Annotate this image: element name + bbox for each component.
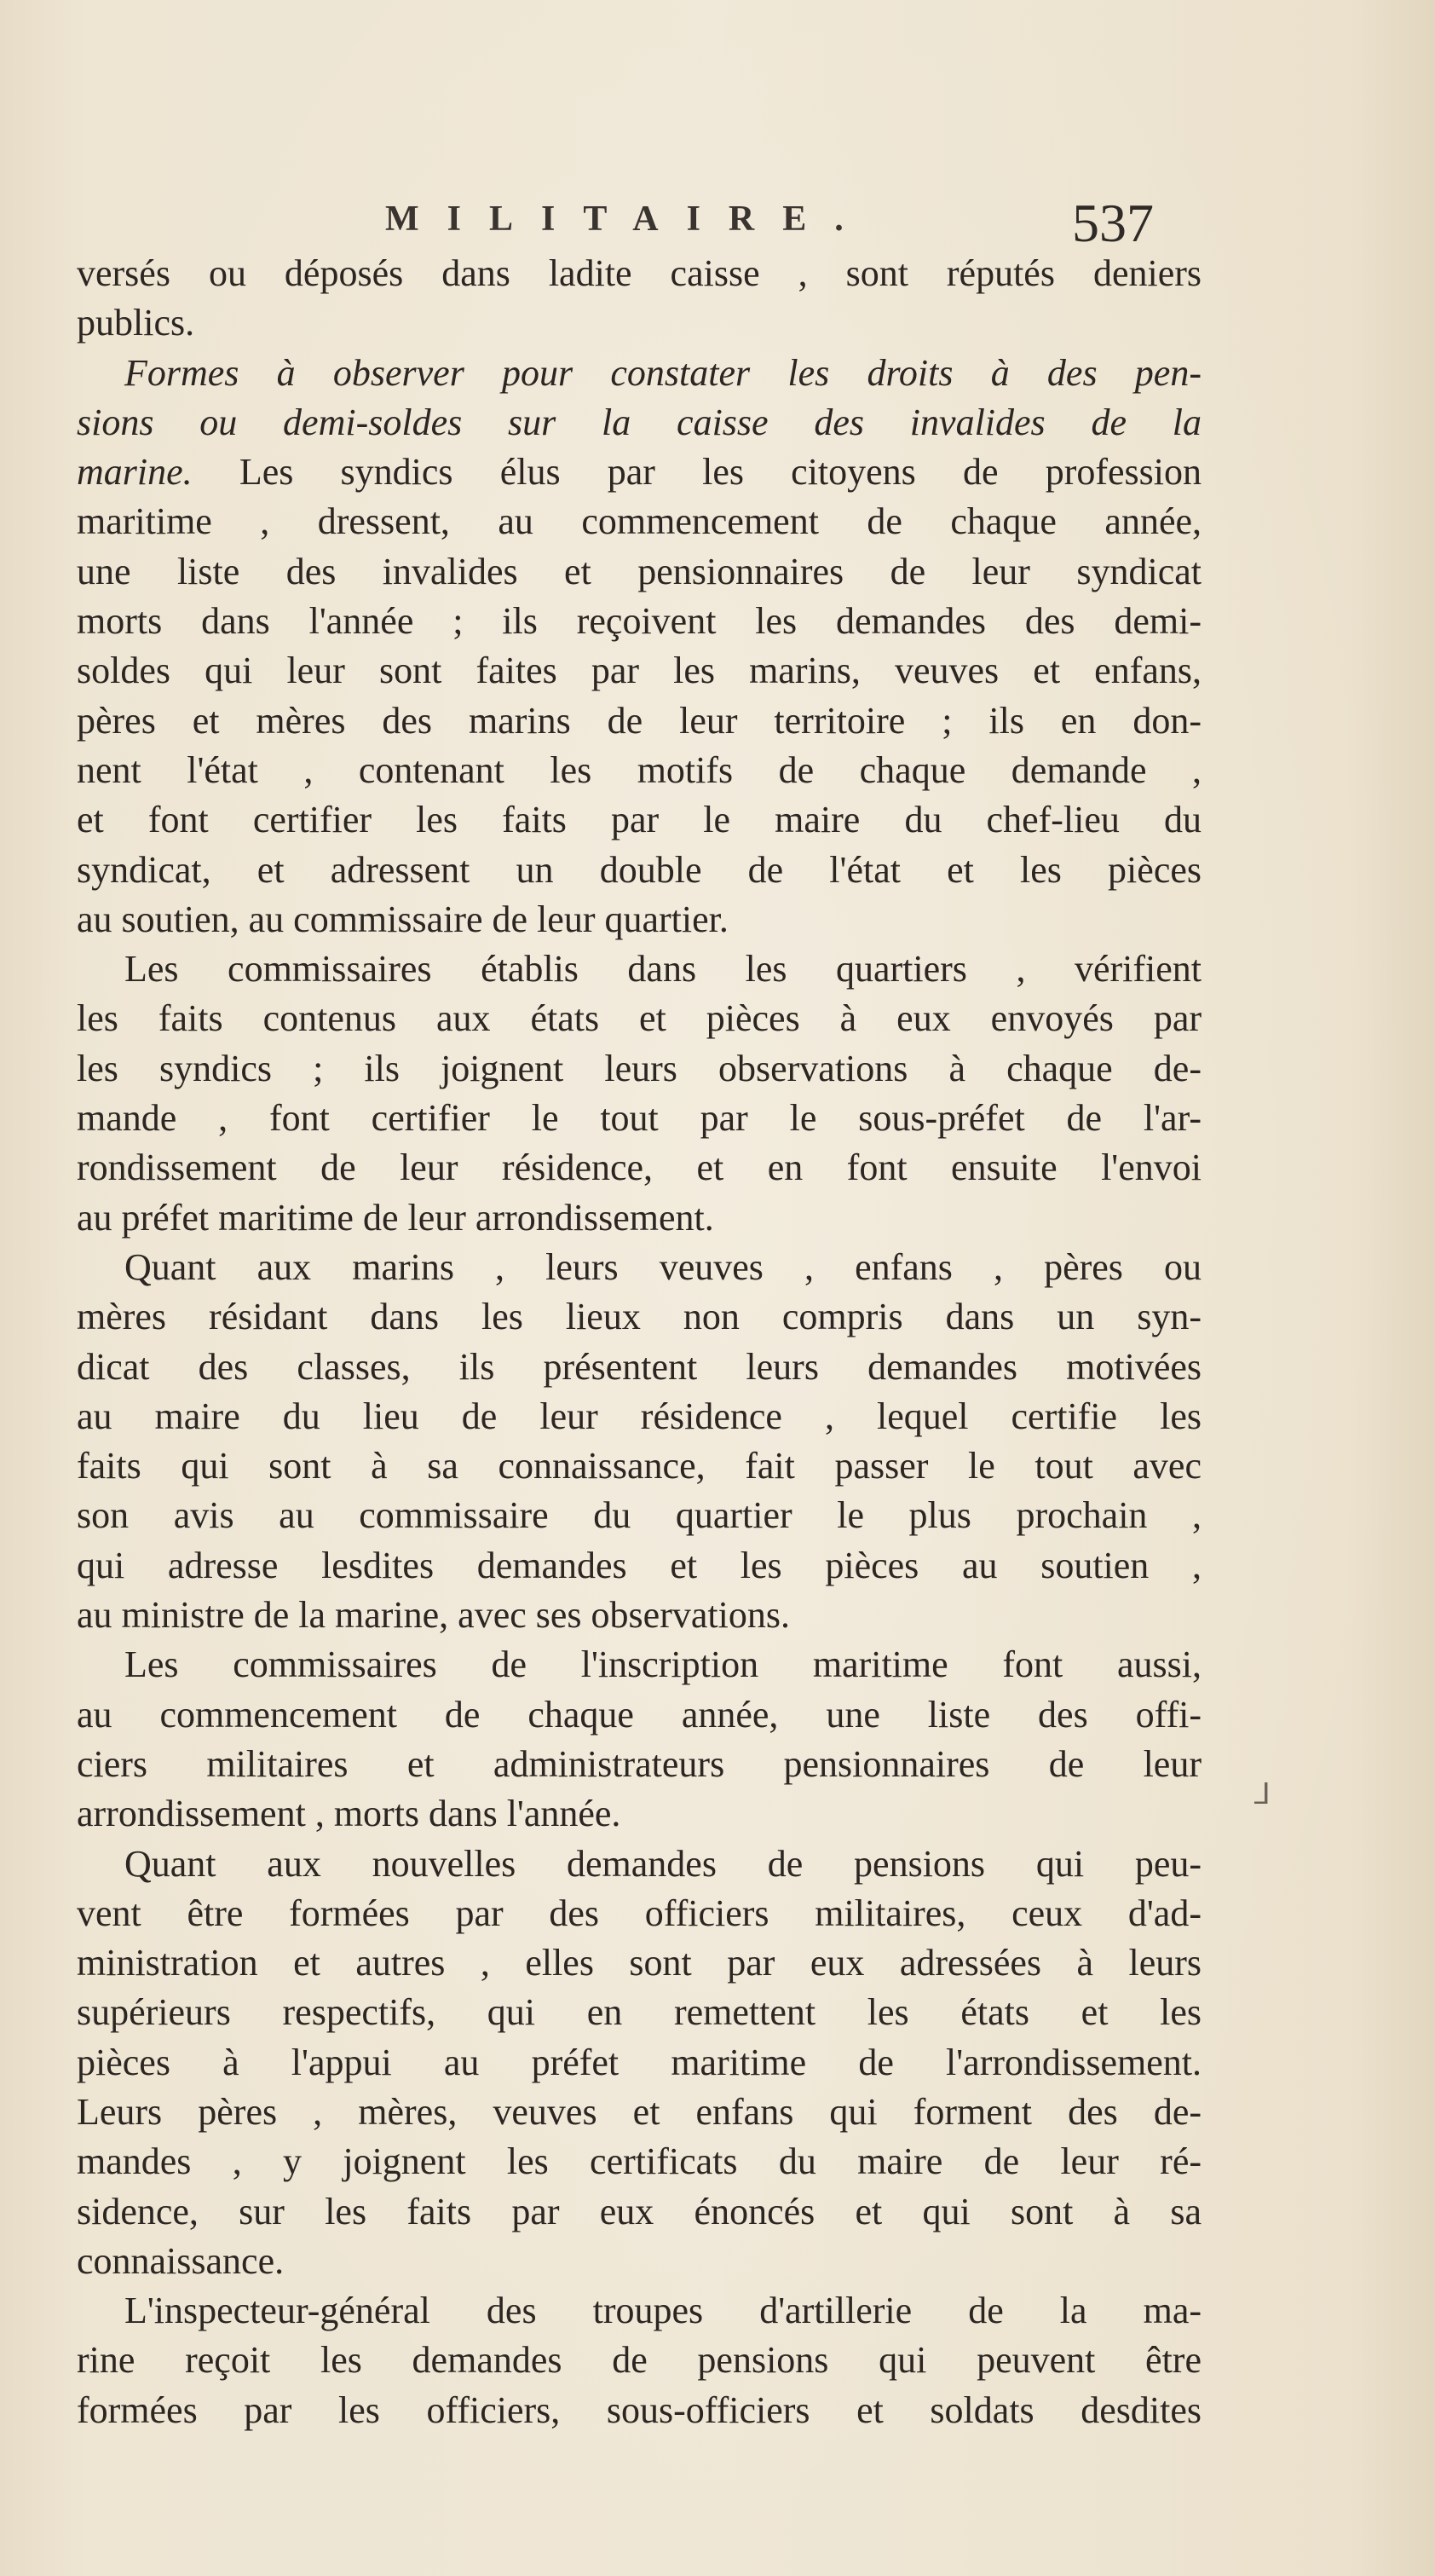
text-line: vent être formées par des officiers militaires, ceux d'ad- [77,1892,1202,1934]
text-line: mande , font certifier le tout par le sous-préfet de l'ar- [77,1097,1202,1140]
text-line: syndicat, et adressent un double de l'état et les pièces [77,848,1202,891]
text-line: rondissement de leur résidence, et en font ensuite l'envoi [77,1146,1202,1189]
text-line: formées par les officiers, sous-officiers et soldats desdites [77,2388,1202,2431]
text-line: au commencement de chaque année, une liste des offi- [77,1693,1202,1736]
text-line: Les commissaires établis dans les quartiers , vérifient [124,948,1202,991]
text-line: maritime , dressent, au commencement de chaque année, [77,500,1202,543]
text-line: Quant aux nouvelles demandes de pensions qui peu- [124,1842,1202,1885]
text-line: mandes , y joignent les certificats du maire de leur ré- [77,2140,1202,2183]
text-line: rine reçoit les demandes de pensions qui peuvent être [77,2339,1202,2382]
text-line: pères et mères des marins de leur territoire ; ils en don- [77,699,1202,742]
running-title: MILITAIRE. [385,199,872,239]
body-text [77,249,1202,2435]
text-line: supérieurs respectifs, qui en remettent les états et les [77,1991,1202,2034]
text-line: au soutien, au commissaire de leur quartier. [77,898,729,940]
text-line: L'inspecteur-général des troupes d'artillerie de la ma- [124,2290,1202,2332]
text-line: et font certifier les faits par le maire du chef-lieu du [77,799,1202,841]
text-line: les syndics ; ils joignent leurs observations à chaque de- [77,1047,1202,1089]
text-line: une liste des invalides et pensionnaires de leur syndicat [77,550,1202,592]
text-line: qui adresse lesdites demandes et les pièces au soutien , [77,1544,1202,1586]
text-line: Les commissaires de l'inscription maritime font aussi, [124,1643,1202,1686]
text-line: soldes qui leur sont faites par les marins, veuves et enfans, [77,650,1202,692]
text-line: publics. [77,302,195,344]
text-line: les faits contenus aux états et pièces à eux envoyés par [77,997,1202,1040]
text-line: morts dans l'année ; ils reçoivent les demandes des demi- [77,600,1202,643]
running-head [0,192,1435,251]
text-line: ministration et autres , elles sont par eux adressées à leurs [77,1942,1202,1984]
text-line: Quant aux marins , leurs veuves , enfans , pères ou [124,1245,1202,1288]
page-number: 537 [1072,193,1154,253]
text-line: arrondissement , morts dans l'année. [77,1793,621,1835]
text-line: marine. Les syndics élus par les citoyens de profession [77,451,1202,494]
text-line: ciers militaires et administrateurs pensionnaires de leur [77,1742,1202,1785]
text-line: sidence, sur les faits par eux énoncés et qui sont à sa [77,2190,1202,2232]
text-line: dicat des classes, ils présentent leurs demandes motivées [77,1345,1202,1388]
margin-mark: ᒧ [1253,1779,1271,1811]
text-line: Formes à observer pour constater les droits à des pen- [124,351,1202,394]
text-line: sions ou demi-soldes sur la caisse des invalides de la [77,401,1202,443]
text-line: connaissance. [77,2239,285,2282]
text-line: au maire du lieu de leur résidence , lequel certifie les [77,1395,1202,1437]
text-line: au préfet maritime de leur arrondissement. [77,1196,714,1239]
text-line: faits qui sont à sa connaissance, fait passer le tout avec [77,1445,1202,1487]
text-line: mères résidant dans les lieux non compris dans un syn- [77,1296,1202,1338]
text-line: Leurs pères , mères, veuves et enfans qui forment des de- [77,2090,1202,2133]
text-line: versés ou déposés dans ladite caisse , sont réputés deniers [77,252,1202,294]
text-line: nent l'état , contenant les motifs de chaque demande , [77,748,1202,791]
text-line: son avis au commissaire du quartier le plus prochain , [77,1494,1202,1537]
text-line: au ministre de la marine, avec ses observations. [77,1594,790,1637]
text-line: pièces à l'appui au préfet maritime de l'arrondissement. [77,2041,1202,2083]
